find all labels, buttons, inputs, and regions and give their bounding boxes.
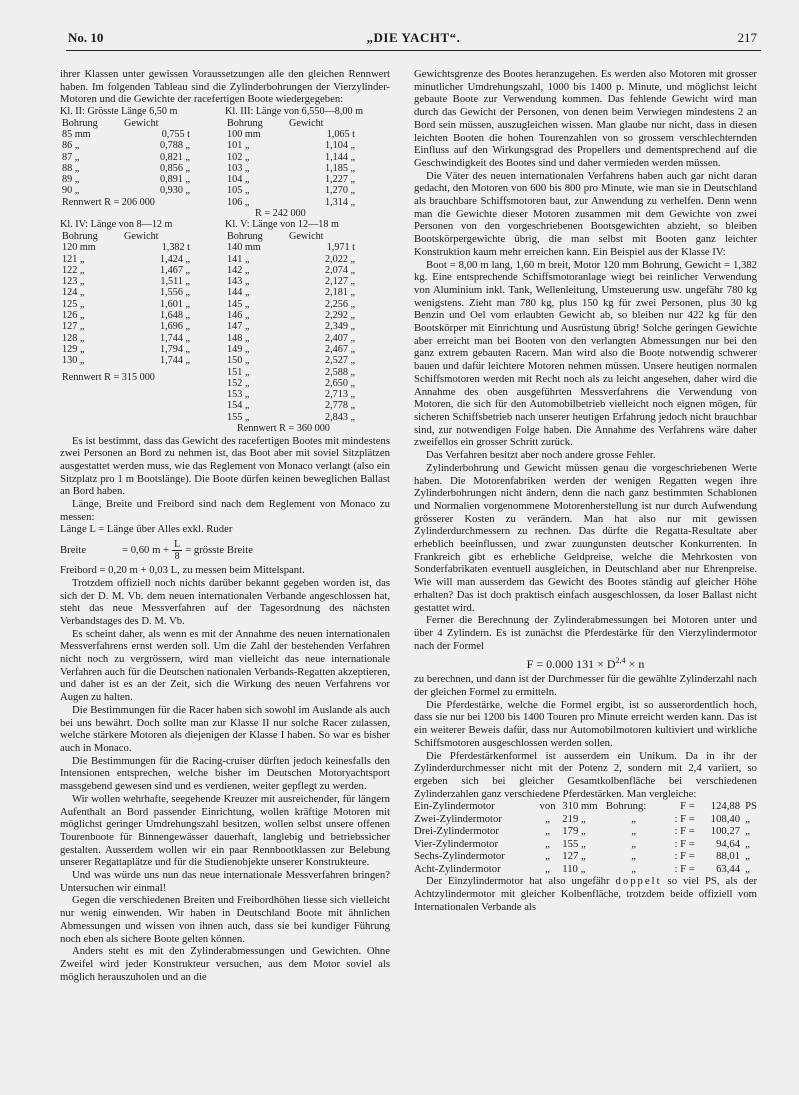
table-classes-2-3 [60,106,390,219]
paragraph: Wir wollen wehrhafte, seegehende Kreuzer mit ausreichender, für längern Aufenthalt an Bord passender Einrichtung, wollen kräftige Motoren mit möglichst geringer Umdrehungszahl besitzen, wollen selbst unsere offenen Tourenboote für Binnengewässer dauerhaft, langlebig und betriebssicher gestalten. Ausserdem wollen wir ein paar Rennbootklassen zur Belebung unserer Regattaplätze und für die Studienobjekte unserer Konstrukteure. [60,792,390,869]
fraction: $\frac{L}{8}$ [174,538,181,562]
table-row [414,863,757,876]
table-row [225,242,361,253]
table-cell: 147 „ [227,321,250,333]
table-row [60,163,196,174]
table-row [225,389,361,400]
table-row [60,321,196,332]
table-cell: 127 „ [562,850,586,863]
table-cell: 219 „ [562,812,586,825]
table-cell: 125 „ [62,298,85,310]
left-column [60,68,390,983]
table-row [225,412,361,423]
table-cell: 2,713 „ [325,389,355,401]
table-row [225,265,361,276]
table-cell: Acht-Zylindermotor [414,862,501,875]
table-cell: 179 „ [562,825,586,838]
paragraph: Die Pferdestärkenformel ist ausserdem ein Unikum. Da in ihr der Zylinderdurchmesser nicht mit der Potenz 2, sondern mit 2,4 variiert, so ergeben sich bei gleicher Gesamtkolbenfläche bei verschiedenen Zylinderzahlen ganz verschiedene Pferdestärken. Man vergleiche: [414,749,757,800]
table-cell: 1,144 „ [325,151,355,163]
paragraph: Das Verfahren besitzt aber noch andere grosse Fehler. [426,449,656,462]
table-cell: 1,227 „ [325,174,355,186]
table-cell: 1,270 „ [325,185,355,197]
class-4-block: Kl. IV: Länge von 8—12 m Bohrung Gewicht 120 mm 1,382 t 121 „ 1,424 „ 122 „ 1,467 „ 123 „ 1,511 „ 124 „ 1,556 „ 125 „ 1,601 „ 126 „ 1,648 „ 127 „ 1,696 „ 128 „ 1,744 „ 129 „ 1,794 „ 130 „ 1,744 „ Rennwert R = 315 000 [60,219,225,434]
table-cell: 1,185 „ [325,162,355,174]
table-cell: 108,40 [710,812,741,825]
table-cell: 0,755 t [161,128,190,140]
table-row [225,163,361,174]
table-cell: Bohrung: [605,800,647,813]
table-cell: „ [545,812,550,825]
table-cell: F = [680,800,695,813]
table-row [225,333,361,344]
table-cell: Drei-Zylindermotor [414,825,499,838]
paragraph: Gegen die verschiedenen Breiten und Freibordhöhen liesse sich vielleicht nur wenig einwenden. Wir haben in Deutschland Boote mit ähnlichen Abmessungen und wissen von ihnen auch, dass sie bei kundiger Führung noch eben als sichere Boote gelten können. [60,894,390,945]
table-cell: 122 „ [62,264,85,276]
table-cell: 2,292 „ [325,310,355,322]
table-row [225,254,361,265]
class-3-heading: Kl. III: Länge von 6,550—8,00 m [225,106,364,118]
running-header [68,30,759,48]
table-cell: 1,511 „ [160,276,190,288]
table-cell: 310 mm [562,800,598,813]
table-row [225,197,361,208]
table-cell: „ [545,862,550,875]
table-cell: „ [631,862,636,875]
table-cell: von [539,800,556,813]
emphasis: doppelt [615,875,662,888]
table-cell: 146 „ [227,310,250,322]
table-cell: Vier-Zylindermotor [414,837,499,850]
table-cell: PS [745,800,757,813]
table-cell: 150 „ [227,355,250,367]
table-cell: 106 „ [227,196,250,208]
class-5-rennwert: Rennwert R = 360 000 [237,423,330,435]
paragraph: Die Pferdestärke, welche die Formel ergibt, ist so ausserordentlich hoch, dass sie nur bei 1200 bis 1400 Touren pro Minute erreicht werden kann. Das ist ein weiterer Beweis dafür, dass nur Automobilmotoren kultiviert und wirkliche Schiffsmotoren ausgeschlossen werden sollen. [414,698,757,749]
table-cell: 121 „ [62,253,85,265]
paragraph: Trotzdem offiziell noch nichts darüber bekannt gegeben worden ist, das sich der D. M. Vb. dem neuen internationalen Verbande angeschlossen hat, steht das neue Messverfahren auf der Tagesordnung des nächsten Verbandstages des D. M. Vb. [60,576,390,627]
table-cell: 1,794 „ [160,343,190,355]
table-cell: 141 „ [227,253,250,265]
table-cell: 148 „ [227,332,250,344]
paragraph: Länge, Breite und Freibord sind nach dem Reglement von Monaco zu messen: [60,498,390,523]
class-2-table [60,129,196,197]
table-row [225,140,361,151]
table-cell: 2,022 „ [325,253,355,265]
table-cell: 1,556 „ [160,287,190,299]
class-5-block: Kl. V: Länge von 12—18 m Bohrung Gewicht 140 mm 1,971 t 141 „ 2,022 „ 142 „ 2,074 „ 143 „ 2,127 „ 144 „ 2,181 „ 145 „ 2,256 „ 146 „ 2,292 „ 147 „ 2,349 „ 148 „ 2,407 „ 149 „ 2,467 „ 150 „ 2,527 „ 151 „ 2,588 „ 152 „ 2,650 „ 153 „ 2,713 „ 154 „ 2,778 „ 155 „ 2,843 „ Rennwert R = 360 000 [225,219,390,434]
right-column [414,68,757,913]
table-cell: 2,843 „ [325,411,355,423]
table-cell: 94,64 [716,837,741,850]
table-cell: „ [745,812,750,825]
table-cell: 100,27 [710,825,741,838]
intro-paragraph: ihrer Klassen unter gewissen Voraussetzungen alle den gleichen Rennwert haben. Im folgenden Tableau sind die Zylinderbohrungen der Vierzylinder-Motoren und die Gewichte der racefertigen Boote wiedergegeben: [60,68,390,106]
table-cell: 2,256 „ [325,298,355,310]
table-row [60,185,196,196]
table-cell: „ [631,825,636,838]
class-2-block: Kl. II: Grösste Länge 6,50 m Bohrung Gewicht 85 mm 0,755 t 86 „ 0,788 „ 87 „ 0,821 „ 88 „ 0,856 „ 89 „ 0,891 „ 90 „ 0,930 „ Rennwert R = 206 000 [60,106,225,219]
table-row [60,344,196,355]
paragraph: Gewichtsgrenze des Bootes heranzugehen. Es werden also Motoren mit grosser minutlicher Umdrehungszahl, 1000 bis 1400 p. Minute, und möglichst leicht gebaute Boote zur Verwendung kommen. Das fehlende Gewicht wird man durch das Gewicht der Personen, von denen beim Verwiegen mindestens 2 an Bord sein müssen, auszugleichen wissen. Man glaube nur nicht, dass in diesen leichten Booten die hohen Tourenzahlen von so grossem verschlechternden Einfluss auf den Wirkungsgrad des Propellers und dementsprechend auf die Geschwindigkeit des Bootes sind und daher vermieden werden müssen. [414,68,757,169]
table-cell: 110 „ [562,862,586,875]
table-cell: 1,971 t [326,242,355,254]
paragraph: Die Bestimmungen für die Racer haben sich sowohl im Auslande als auch bei uns bewährt. Doch sollte man zur Klasse II nur solche Racer zulassen, welche stärkere Motoren als diejenigen der Klasse I haben. So war es bisher auch in Monaco. [60,703,390,754]
table-row [225,321,361,332]
table-cell: 144 „ [227,287,250,299]
table-cell: 1,601 „ [160,298,190,310]
table-cell: 90 „ [62,185,80,197]
table-cell: 127 „ [62,321,85,333]
measure-laenge: Länge L = Länge über Alles exkl. Ruder [60,523,233,536]
table-cell: 2,527 „ [325,355,355,367]
table-cell: 2,588 „ [325,366,355,378]
table-cell: 130 „ [62,355,85,367]
table-cell: 2,650 „ [325,377,355,389]
table-cell: „ [745,825,750,838]
table-cell: 152 „ [227,377,250,389]
table-cell: 0,856 „ [160,162,190,174]
table-row [225,310,361,321]
table-cell: 154 „ [227,400,250,412]
table-classes-4-5 [60,219,390,434]
table-cell: 86 „ [62,140,80,152]
table-cell: 1,696 „ [160,321,190,333]
table-cell: 102 „ [227,151,250,163]
table-cell: 103 „ [227,162,250,174]
table-cell: 2,467 „ [325,343,355,355]
table-row [225,378,361,389]
table-cell: 129 „ [62,343,85,355]
paragraph: Es ist bestimmt, dass das Gewicht des racefertigen Bootes mit mindestens zwei Personen an Bord zu nehmen ist, das Boot aber mit soviel Sitzplätzen ausgestattet werden muss, wie das Reglement von Monaco verlangt (also ein Sitzplatz pro 1 m Bootslänge). Die Boote dürfen keinen beweglichen Ballast an Bord haben. [60,434,390,498]
header-rule [66,50,761,51]
journal-title: „DIE YACHT“. [366,30,461,45]
table-row [60,129,196,140]
table-row [60,299,196,310]
table-cell: 153 „ [227,389,250,401]
table-cell: 155 „ [562,837,586,850]
table-cell: 1,424 „ [160,253,190,265]
table-cell: 0,821 „ [160,151,190,163]
table-row [60,242,196,253]
table-cell: 2,181 „ [325,287,355,299]
table-cell: „ [545,837,550,850]
class-3-block: Kl. III: Länge von 6,550—8,00 m Bohrung Gewicht 100 mm 1,065 t 101 „ 1,104 „ 102 „ 1,144 „ 103 „ 1,185 „ 104 „ 1,227 „ 105 „ 1,270 „ 106 „ 1,314 „ R = 242 000 [225,106,390,219]
table-cell: 0,930 „ [160,185,190,197]
paragraph: Die Väter des neuen internationalen Verfahrens haben auch gar nicht daran gedacht, den Motoren von 600 bis 800 pro Minute, wie man sie in Deutschland als brauchbare Schiffsmotoren baut, zur Anwendung zu verhelfen. Denn wenn man die Gewichte dieser Motoren zusammen mit dem Gewichte von zwei Personen von den vorgeschriebenen Bootsgewichten abzieht, so bleiben Bootskörpergewichte übrig, die man selbst mit Booten ganz leichter Konstruktion kaum mehr erreichen kann. Ein Beispiel aus der Klasse IV: [414,169,757,258]
table-cell: 2,778 „ [325,400,355,412]
table-cell: 124 „ [62,287,85,299]
table-cell: 100 mm [227,128,261,140]
table-cell: „ [545,825,550,838]
table-cell: 124,88 [710,800,741,813]
paragraph: Zylinderbohrung und Gewicht müssen genau die vorgeschriebenen Werte haben. Die Motorenfabriken werden der wenigen Regatten wegen ihre Zylinderbohrungen nicht ändern, denn die nach ganz bestimmten Schablonen und Normalien vorgenommene Motorenherstellung ist nur durch Aufwendung grösserer Kosten zu verändern. Man hat also nur mit gewissen Zylinderdurchmessern zu rechnen. Das dürfte die Regatta-Resultate aber erheblich beeinflussen, und zwar zuungunsten deutscher Konkurrenten. In Frankreich gibt es erhebliche Geldpreise, welche die Mehrkosten von Sonderfabrikaten eventuell ausgleichen, in Deutschland aber nur Ehrenpreise. Wie will man ausserdem das Gewicht des Bootes ständig auf gleicher Höhe erhalten? Das ist doch praktisch einfach ausgeschlossen, da loser Ballast nicht gestattet wird. [414,461,757,614]
table-cell: „ [745,850,750,863]
paragraph: Anders steht es mit den Zylinderabmessungen und Gewichten. Ohne Zweifel wird jeder Konstrukteur versuchen, aus dem Motor soviel als möglich herauszuholen und an die [60,945,390,983]
table-cell: 89 „ [62,174,80,186]
table-cell: „ [631,850,636,863]
table-cell: 2,407 „ [325,332,355,344]
table-row [60,333,196,344]
table-cell: 1,382 t [161,242,190,254]
page-number: 217 [737,30,757,45]
class-4-heading: Kl. IV: Länge von 8—12 m [60,219,173,231]
table-row [60,355,196,366]
paragraph: Die Bestimmungen für die Racing-cruiser dürften jedoch keinesfalls den Intensionen entsprechen, welche bisher im Deutschen Motoryachtsport massgebend gewesen sind und es verdienen, weiter gepflegt zu werden. [60,754,390,793]
table-cell: Sechs-Zylindermotor [414,850,505,863]
table-cell: Zwei-Zylindermotor [414,812,502,825]
table-cell: : F = [674,850,695,863]
table-cell: : F = [674,812,695,825]
paragraph: zu berechnen, und dann ist der Durchmesser für die gewählte Zylinderzahl nach der gleichen Formel zu ermitteln. [414,673,757,699]
table-cell: 2,074 „ [325,264,355,276]
table-cell: 87 „ [62,151,80,163]
table-cell: 1,314 „ [325,196,355,208]
table-row [60,310,196,321]
class-3-table [225,129,361,208]
table-cell: 1,744 „ [160,332,190,344]
table-cell: 2,349 „ [325,321,355,333]
table-cell: 85 mm [62,128,91,140]
table-row [225,287,361,298]
table-row [60,140,196,151]
table-row [225,276,361,287]
horsepower-formula: F = 0.000 131 × D$^{2,4}$ × n [526,656,645,672]
measure-freibord: Freibord = 0,20 m + 0,03 L, zu messen beim Mittelspant. [60,564,305,577]
table-row [225,299,361,310]
table-cell: 88 „ [62,162,80,174]
class-4-rennwert: Rennwert R = 315 000 [62,371,155,383]
table-row [414,825,757,838]
table-cell: „ [545,850,550,863]
table-cell: 151 „ [227,366,250,378]
table-cell: 155 „ [227,411,250,423]
table-cell: „ [745,837,750,850]
table-row [225,400,361,411]
table-cell: 104 „ [227,174,250,186]
table-cell: 120 mm [62,242,96,254]
table-cell: Ein-Zylindermotor [414,800,495,813]
paragraph: Boot = 8,00 m lang, 1,60 m breit, Motor 120 mm Bohrung, Gewicht = 1,382 kg. Eine entsprechende Schiffsmotoranlage wiegt bei reinlicher Verwendung von Aluminium inkl. Tank, Wellenleitung, Umsteuerung usw. ungefähr 780 kg wenigstens. Zieht man 780 kg, plus 150 kg für zwei Personen, plus 30 kg Benzin und Oel vom erlaubten Gewicht ab, so bleiben nur 422 kg für den Bootskörper mit Einrichtung und Ausrüstung übrig! Solche geringen Gewichte aber erreicht man bei Booten von den verlangten Abmessungen nur bei den ganz extrem gebauten Racern. Man wird also die Boote notwendig schwerer bauen und dafür leichtere Motoren nehmen müssen. Unsere heutigen normalen Schiffsmotoren werden mit Recht noch als zu leicht angesehen, daher wird die Annahme des oben ausgeführten Messverfahrens die Verwendung von Motoren, die sich für den Automobilbetrieb vielleicht noch eignen mögen, für sicheren Schiffsbetrieb nach unserer heutigen Erfahrung jedoch nicht brauchbar sind, zur notwendigen Folge haben. Die Annahme des Verfahrens wäre daher zweifellos ein grosser Schritt zurück. [414,258,757,449]
table-row [60,287,196,298]
class-5-table [225,242,361,423]
table-cell: 1,648 „ [160,310,190,322]
table-row [414,850,757,863]
class-2-heading: Kl. II: Grösste Länge 6,50 m [60,106,178,118]
table-cell: 1,467 „ [160,264,190,276]
table-row [60,254,196,265]
table-cell: 143 „ [227,276,250,288]
table-cell: 1,065 t [326,128,355,140]
class-2-rennwert: Rennwert R = 206 000 [62,196,155,208]
table-cell: „ [631,812,636,825]
table-cell: 126 „ [62,310,85,322]
table-cell: 88,01 [716,850,741,863]
table-cell: 0,891 „ [160,174,190,186]
class-4-table [60,242,196,366]
table-row [60,276,196,287]
table-cell: 2,127 „ [325,276,355,288]
table-row [225,129,361,140]
table-cell: 1,744 „ [160,355,190,367]
table-cell: 0,788 „ [160,140,190,152]
table-cell: : F = [674,862,695,875]
table-cell: 145 „ [227,298,250,310]
table-cell: 142 „ [227,264,250,276]
table-cell: 63,44 [716,862,741,875]
table-cell: 140 mm [227,242,261,254]
table-cell: „ [745,862,750,875]
table-cell: 128 „ [62,332,85,344]
table-cell: : F = [674,825,695,838]
table-row [225,344,361,355]
table-cell: 149 „ [227,343,250,355]
table-row [60,265,196,276]
paragraph: Und was würde uns nun das neue internationale Messverfahren bringen? Untersuchen wir einmal! [60,869,390,894]
class-3-rennwert: R = 242 000 [255,207,306,219]
table-cell: 1,104 „ [325,140,355,152]
table-cell: : F = [674,837,695,850]
table-cell: 101 „ [227,140,250,152]
table-row [414,838,757,851]
paragraph: Der Einzylindermotor hat also ungefähr doppelt so viel PS, als der Achtzylindermotor mit gleicher Kolbenfläche, trotzdem beide offiziell vom Internationalen Verbande als [414,875,758,913]
table-row [225,174,361,185]
table-row [414,800,757,813]
motor-comparison-table [414,800,757,875]
paragraph: Ferner die Berechnung der Zylinderabmessungen bei Motoren unter und über 4 Zylindern. Es ist zunächst die Pferdestärke für den Vierzylindermotor nach der Formel [414,614,757,652]
table-row [225,152,361,163]
table-row [60,152,196,163]
measure-breite: Breite = 0,60 m + $\frac{L}{8}$ = grösste Breite [60,538,253,562]
table-row [414,813,757,826]
class-5-heading: Kl. V: Länge von 12—18 m [225,219,339,231]
table-cell: 105 „ [227,185,250,197]
table-row [225,367,361,378]
issue-number: No. 10 [68,30,104,45]
table-cell: „ [631,837,636,850]
paragraph: Es scheint daher, als wenn es mit der Annahme des neuen internationalen Messverfahrens ernst werden soll. Um die Zahl der bestehenden Verfahren nicht noch zu vergrössern, wird man vielleicht das neue internationale Verfahren auch für die Deutschen nationalen Verbands-Regatten akzeptieren, und daher ist es an der Zeit, sich die Wirkung des neuen Verfahrens vor Augen zu halten. [60,627,390,704]
table-row [60,174,196,185]
table-row [225,185,361,196]
table-cell: 123 „ [62,276,85,288]
table-row [225,355,361,366]
